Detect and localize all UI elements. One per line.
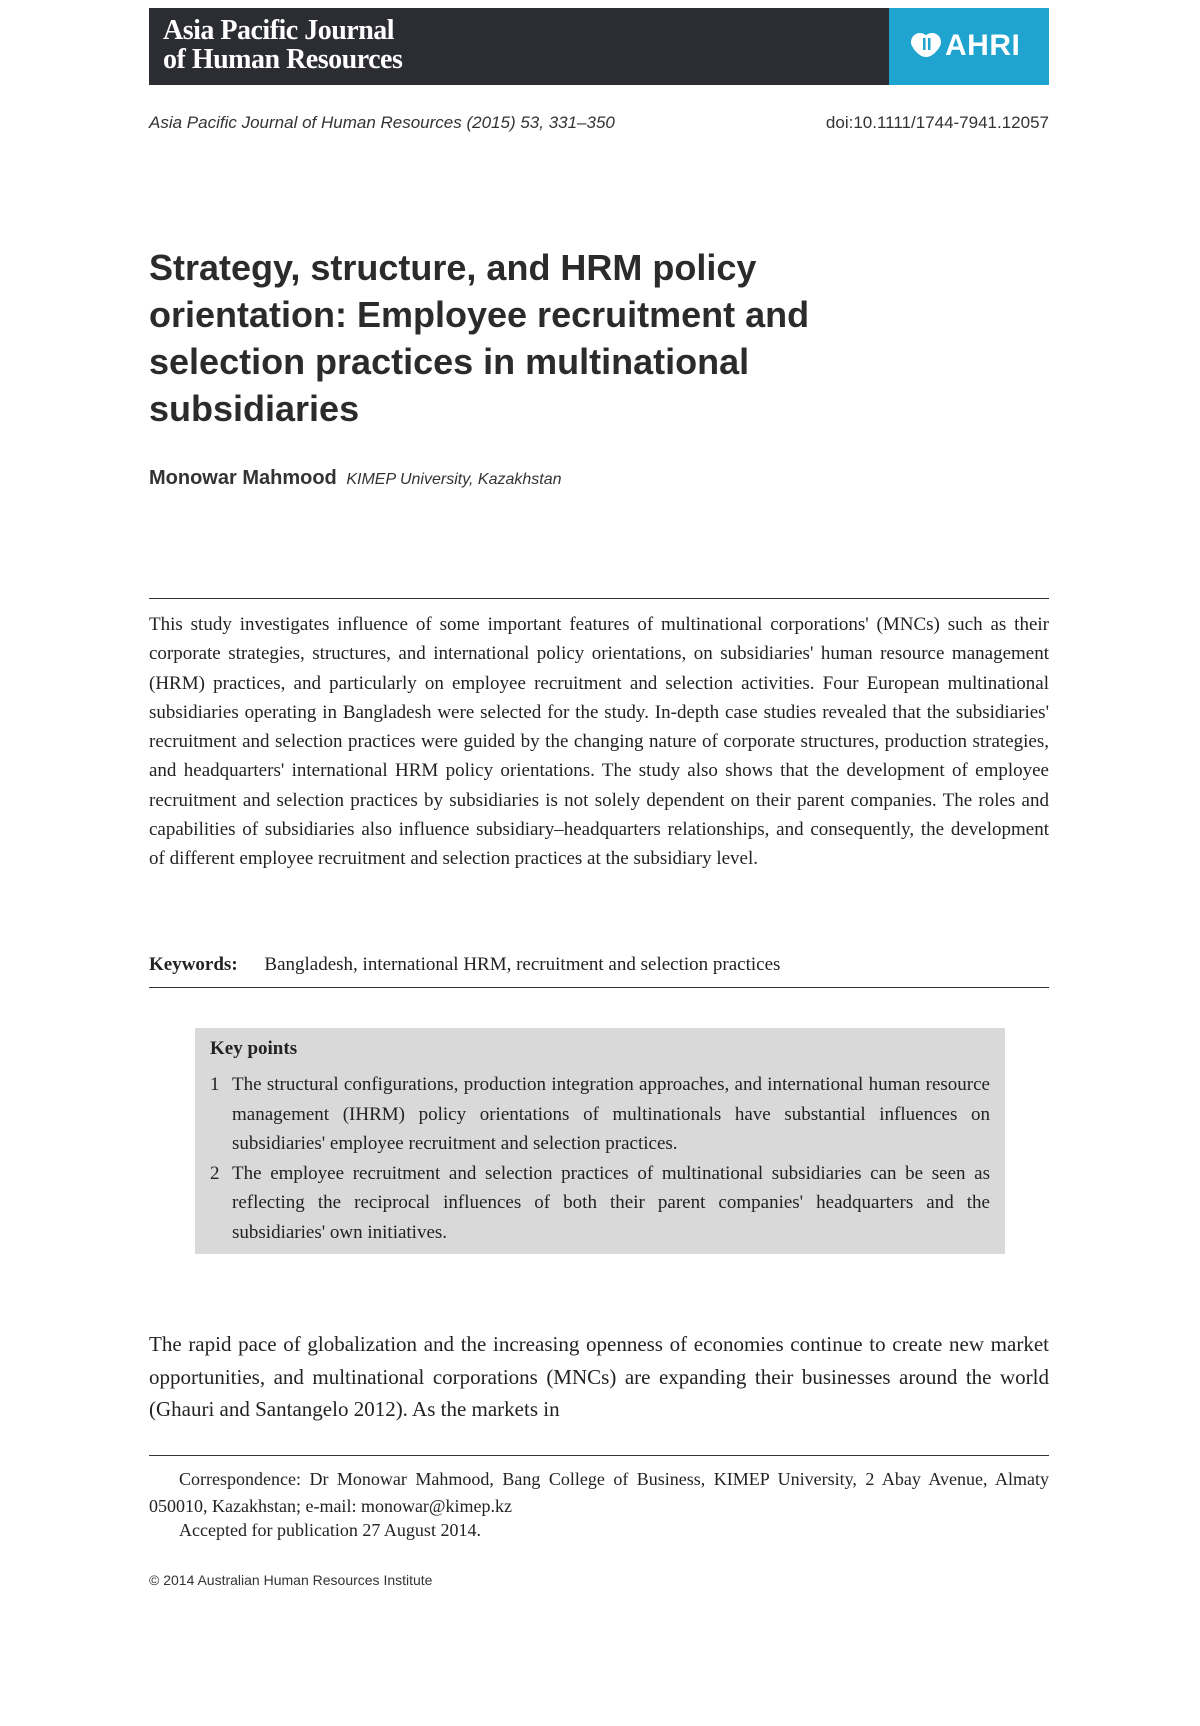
accepted-date: Accepted for publication 27 August 2014. [179,1520,481,1540]
key-point-number: 1 [210,1074,220,1095]
abstract: This study investigates influence of some important features of multinational corporations' (MNCs) such as their corporate strategies, structures, and international policy orientations, on subsidiaries' human resource management (HRM) practices, and particularly on employee recruitment and selection activities. Four European multinational subsidiaries operating in Bangladesh were selected for the study. In-depth case studies revealed that the subsidiaries' recruitment and selection practices were guided by the changing nature of corporate structures, production strategies, and headquarters' international HRM policy orientations. The study also shows that the development of employee recruitment and selection practices by subsidiaries is not solely dependent on their parent companies. The roles and capabilities of subsidiaries also influence subsidiary–headquarters relationships, and consequently, the development of different employee recruitment and selection practices at the subsidiary level. [149,614,1049,870]
journal-name-line2: of Human Resources [163,44,403,75]
key-points-title: Key points [210,1038,298,1059]
journal-banner [149,8,1049,85]
ahri-logo-icon [909,30,943,62]
body-paragraph: The rapid pace of globalization and the increasing openness of economies continue to create new market opportunities, and multinational corporations (MNCs) are expanding their businesses around the world (Ghauri and Santangelo 2012). As the markets in [149,1332,1049,1421]
article-doi[interactable]: doi:10.1111/1744-7941.12057 [825,113,1049,132]
journal-citation: Asia Pacific Journal of Human Resources (2015) 53, 331–350 [149,113,615,132]
keywords [149,954,780,976]
author-line [149,467,562,490]
key-points-list [210,1070,990,1247]
key-point-number: 2 [210,1162,220,1184]
article-title: Strategy, structure, and HRM policy orientation: Employee recruitment and selection practices in multinational subsidiaries [149,247,810,429]
keywords-label: Keywords: [149,954,238,975]
ahri-logo-text: AHRI [945,29,1021,62]
journal-name [163,16,402,74]
copyright: © 2014 Australian Human Resources Institute [149,1572,433,1588]
keywords-list: Bangladesh, international HRM, recruitment and selection practices [264,954,781,975]
footnote-rule [149,1455,1049,1456]
key-point-text: The employee recruitment and selection practices of multinational subsidiaries can be seen as reflecting the reciprocal influences of both their parent companies' headquarters and the subsidiaries' own initiatives. [232,1162,990,1243]
author-name: Monowar Mahmood [149,467,337,489]
key-point-item [210,1070,990,1159]
key-point-item [210,1159,990,1248]
abstract-top-rule [149,598,1049,599]
journal-name-line1: Asia Pacific Journal [163,15,395,46]
key-point-text: The structural configurations, production integration approaches, and international human resource management (IHRM) policy orientations of multinationals have substantial influences on subsidiaries' employee recruitment and selection practices. [232,1074,990,1154]
key-points-box [195,1028,1005,1254]
ahri-logo [889,8,1049,85]
correspondence-note: Correspondence: Dr Monowar Mahmood, Bang College of Business, KIMEP University, 2 Abay Avenue, Almaty 050010, Kazakhstan; e-mail: monowar@kimep.kz [149,1469,1049,1516]
author-affiliation: KIMEP University, Kazakhstan [346,471,562,488]
abstract-bottom-rule [149,987,1049,988]
